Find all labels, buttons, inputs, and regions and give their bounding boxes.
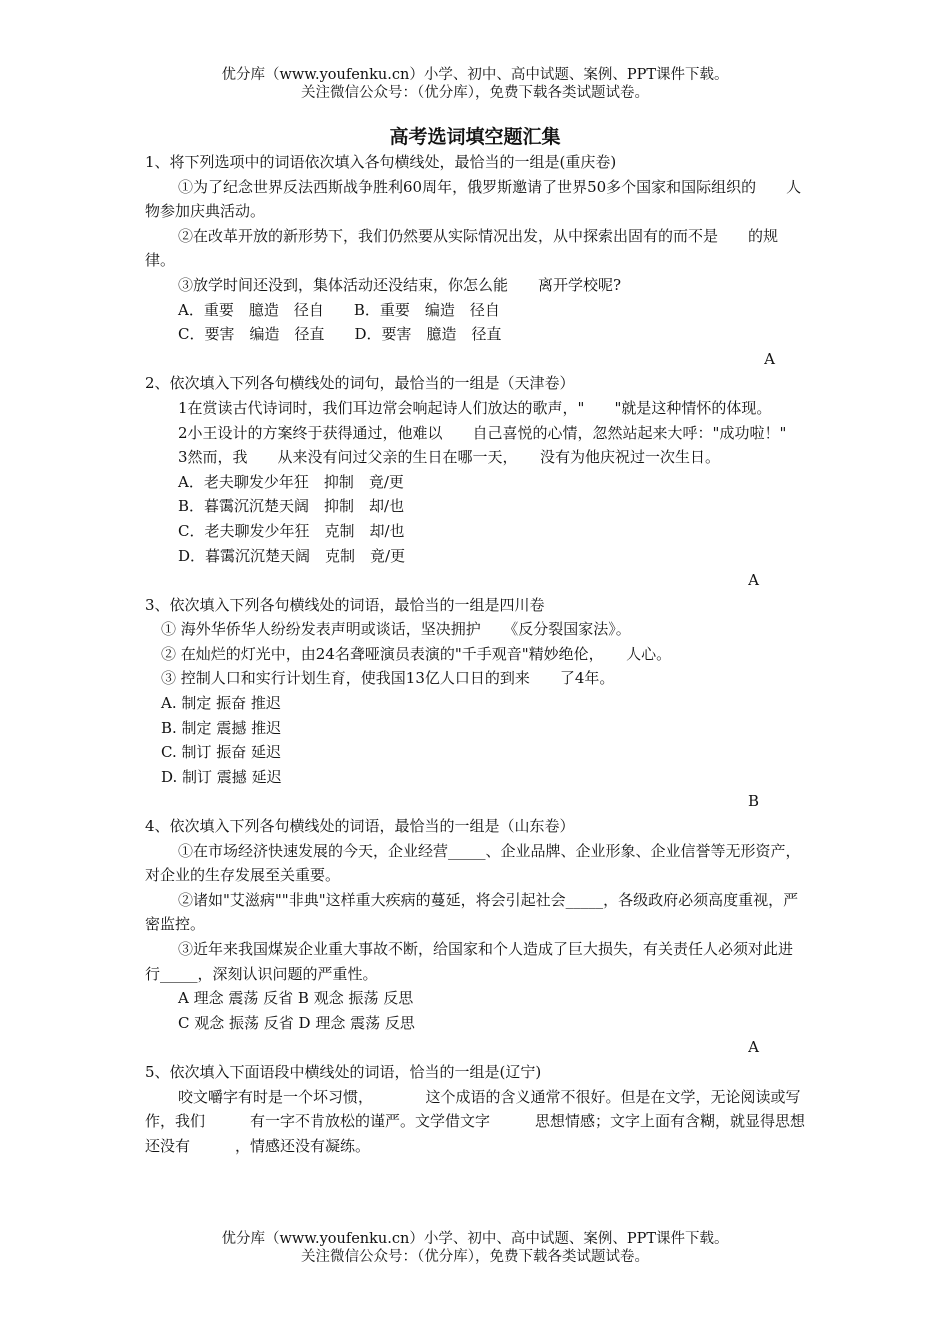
page-footer <box>0 1230 950 1266</box>
q4-sentence-3: ③近年来我国煤炭企业重大事故不断，给国家和个人造成了巨大损失，有关责任人必须对此进行_____，深刻认识问题的严重性。 <box>145 940 794 983</box>
q3-option-d: D. 制订 震撼 延迟 <box>161 767 282 786</box>
document-body <box>145 150 807 1158</box>
q1-sentence-3: ③放学时间还没到，集体活动还没结束，你怎么能 离开学校呢? <box>178 275 622 294</box>
q2-option-d: D．暮霭沉沉楚天阔 克制 竟/更 <box>178 546 406 565</box>
q2-option-a: A．老夫聊发少年狂 抑制 竟/更 <box>178 472 404 491</box>
q3-answer: B <box>747 792 759 811</box>
q5-stem: 5、依次填入下面语段中横线处的词语，恰当的一组是(辽宁) <box>145 1062 542 1081</box>
q3-stem: 3、依次填入下列各句横线处的词语，最恰当的一组是四川卷 <box>145 595 545 614</box>
q2-sentence-2: 2小王设计的方案终于获得通过，他难以 自己喜悦的心情，忽然站起来大呼："成功啦！" <box>178 423 787 442</box>
page-header <box>0 66 950 102</box>
footer-line-2: 关注微信公众号：（优分库），免费下载各类试题试卷。 <box>301 1249 649 1265</box>
q2-option-b: B．暮霭沉沉楚天阔 抑制 却/也 <box>178 497 405 516</box>
q4-stem: 4、依次填入下列各句横线处的词语，最恰当的一组是（山东卷） <box>145 817 575 836</box>
q4-options-ab: A 理念 震荡 反省 B 观念 振荡 反思 <box>178 989 414 1008</box>
q1-sentence-2: ②在改革开放的新形势下，我们仍然要从实际情况出发，从中探索出固有的而不是 的规律。 <box>145 226 779 270</box>
q2-stem: 2、依次填入下列各句横线处的词句，最恰当的一组是（天津卷） <box>145 374 575 393</box>
footer-line-1: 优分库（www.youfenku.cn）小学、初中、高中试题、案例、PPT课件下载。 <box>221 1231 729 1247</box>
q5-passage: 咬文嚼字有时是一个坏习惯， 这个成语的含义通常不很好。但是在文学，无论阅读或写作，我们 有一字不肯放松的谨严。文学借文字 思想情感；文字上面有含糊，就显得思想还没有 ，情感还没有凝练。 <box>145 1087 806 1155</box>
q4-answer: A <box>748 1038 759 1057</box>
q3-sentence-2: ② 在灿烂的灯光中，由24名聋哑演员表演的"千手观音"精妙绝伦， 人心。 <box>161 644 672 663</box>
header-line-1: 优分库（www.youfenku.cn）小学、初中、高中试题、案例、PPT课件下载。 <box>221 67 729 83</box>
header-line-2: 关注微信公众号：（优分库），免费下载各类试题试卷。 <box>301 85 649 101</box>
q4-options-cd: C 观念 振荡 反省 D 理念 震荡 反思 <box>178 1013 415 1032</box>
q1-sentence-1: ①为了纪念世界反法西斯战争胜利60周年，俄罗斯邀请了世界50多个国家和国际组织的 人物参加庆典活动。 <box>145 177 802 221</box>
q3-option-a: A. 制定 振奋 推迟 <box>161 694 281 713</box>
q1-options-ab: A．重要 臆造 径自 B．重要 编造 径自 <box>178 300 500 319</box>
q3-sentence-3: ③ 控制人口和实行计划生育，使我国13亿人口日的到来 了4年。 <box>161 669 615 688</box>
q3-option-c: C. 制订 振奋 延迟 <box>161 743 282 762</box>
document-title: 高考选词填空题汇集 <box>389 126 561 148</box>
q2-option-c: C．老夫聊发少年狂 克制 却/也 <box>178 521 405 540</box>
q4-sentence-1: ①在市场经济快速发展的今天，企业经营_____、企业品牌、企业形象、企业信誉等无形资产，对企业的生存发展至关重要。 <box>145 841 801 885</box>
q1-options-cd: C．要害 编造 径直 D．要害 臆造 径直 <box>178 325 502 344</box>
q2-answer: A <box>748 571 759 590</box>
q3-sentence-1: ① 海外华侨华人纷纷发表声明或谈话，坚决拥护 《反分裂国家法》。 <box>161 620 631 639</box>
q1-stem: 1、将下列选项中的词语依次填入各句横线处，最恰当的一组是(重庆卷) <box>145 153 617 171</box>
q4-sentence-2: ②诸如"艾滋病""非典"这样重大疾病的蔓延，将会引起社会_____，各级政府必须高度重视，严密监控。 <box>145 890 799 934</box>
q2-sentence-3: 3然而，我 从来没有问过父亲的生日在哪一天， 没有为他庆祝过一次生日。 <box>178 448 721 467</box>
q1-answer: A <box>764 349 775 368</box>
q2-sentence-1: 1在赏读古代诗词时，我们耳边常会响起诗人们放达的歌声，" "就是这种情怀的体现。 <box>178 398 772 417</box>
q3-option-b: B. 制定 震撼 推迟 <box>161 718 282 737</box>
